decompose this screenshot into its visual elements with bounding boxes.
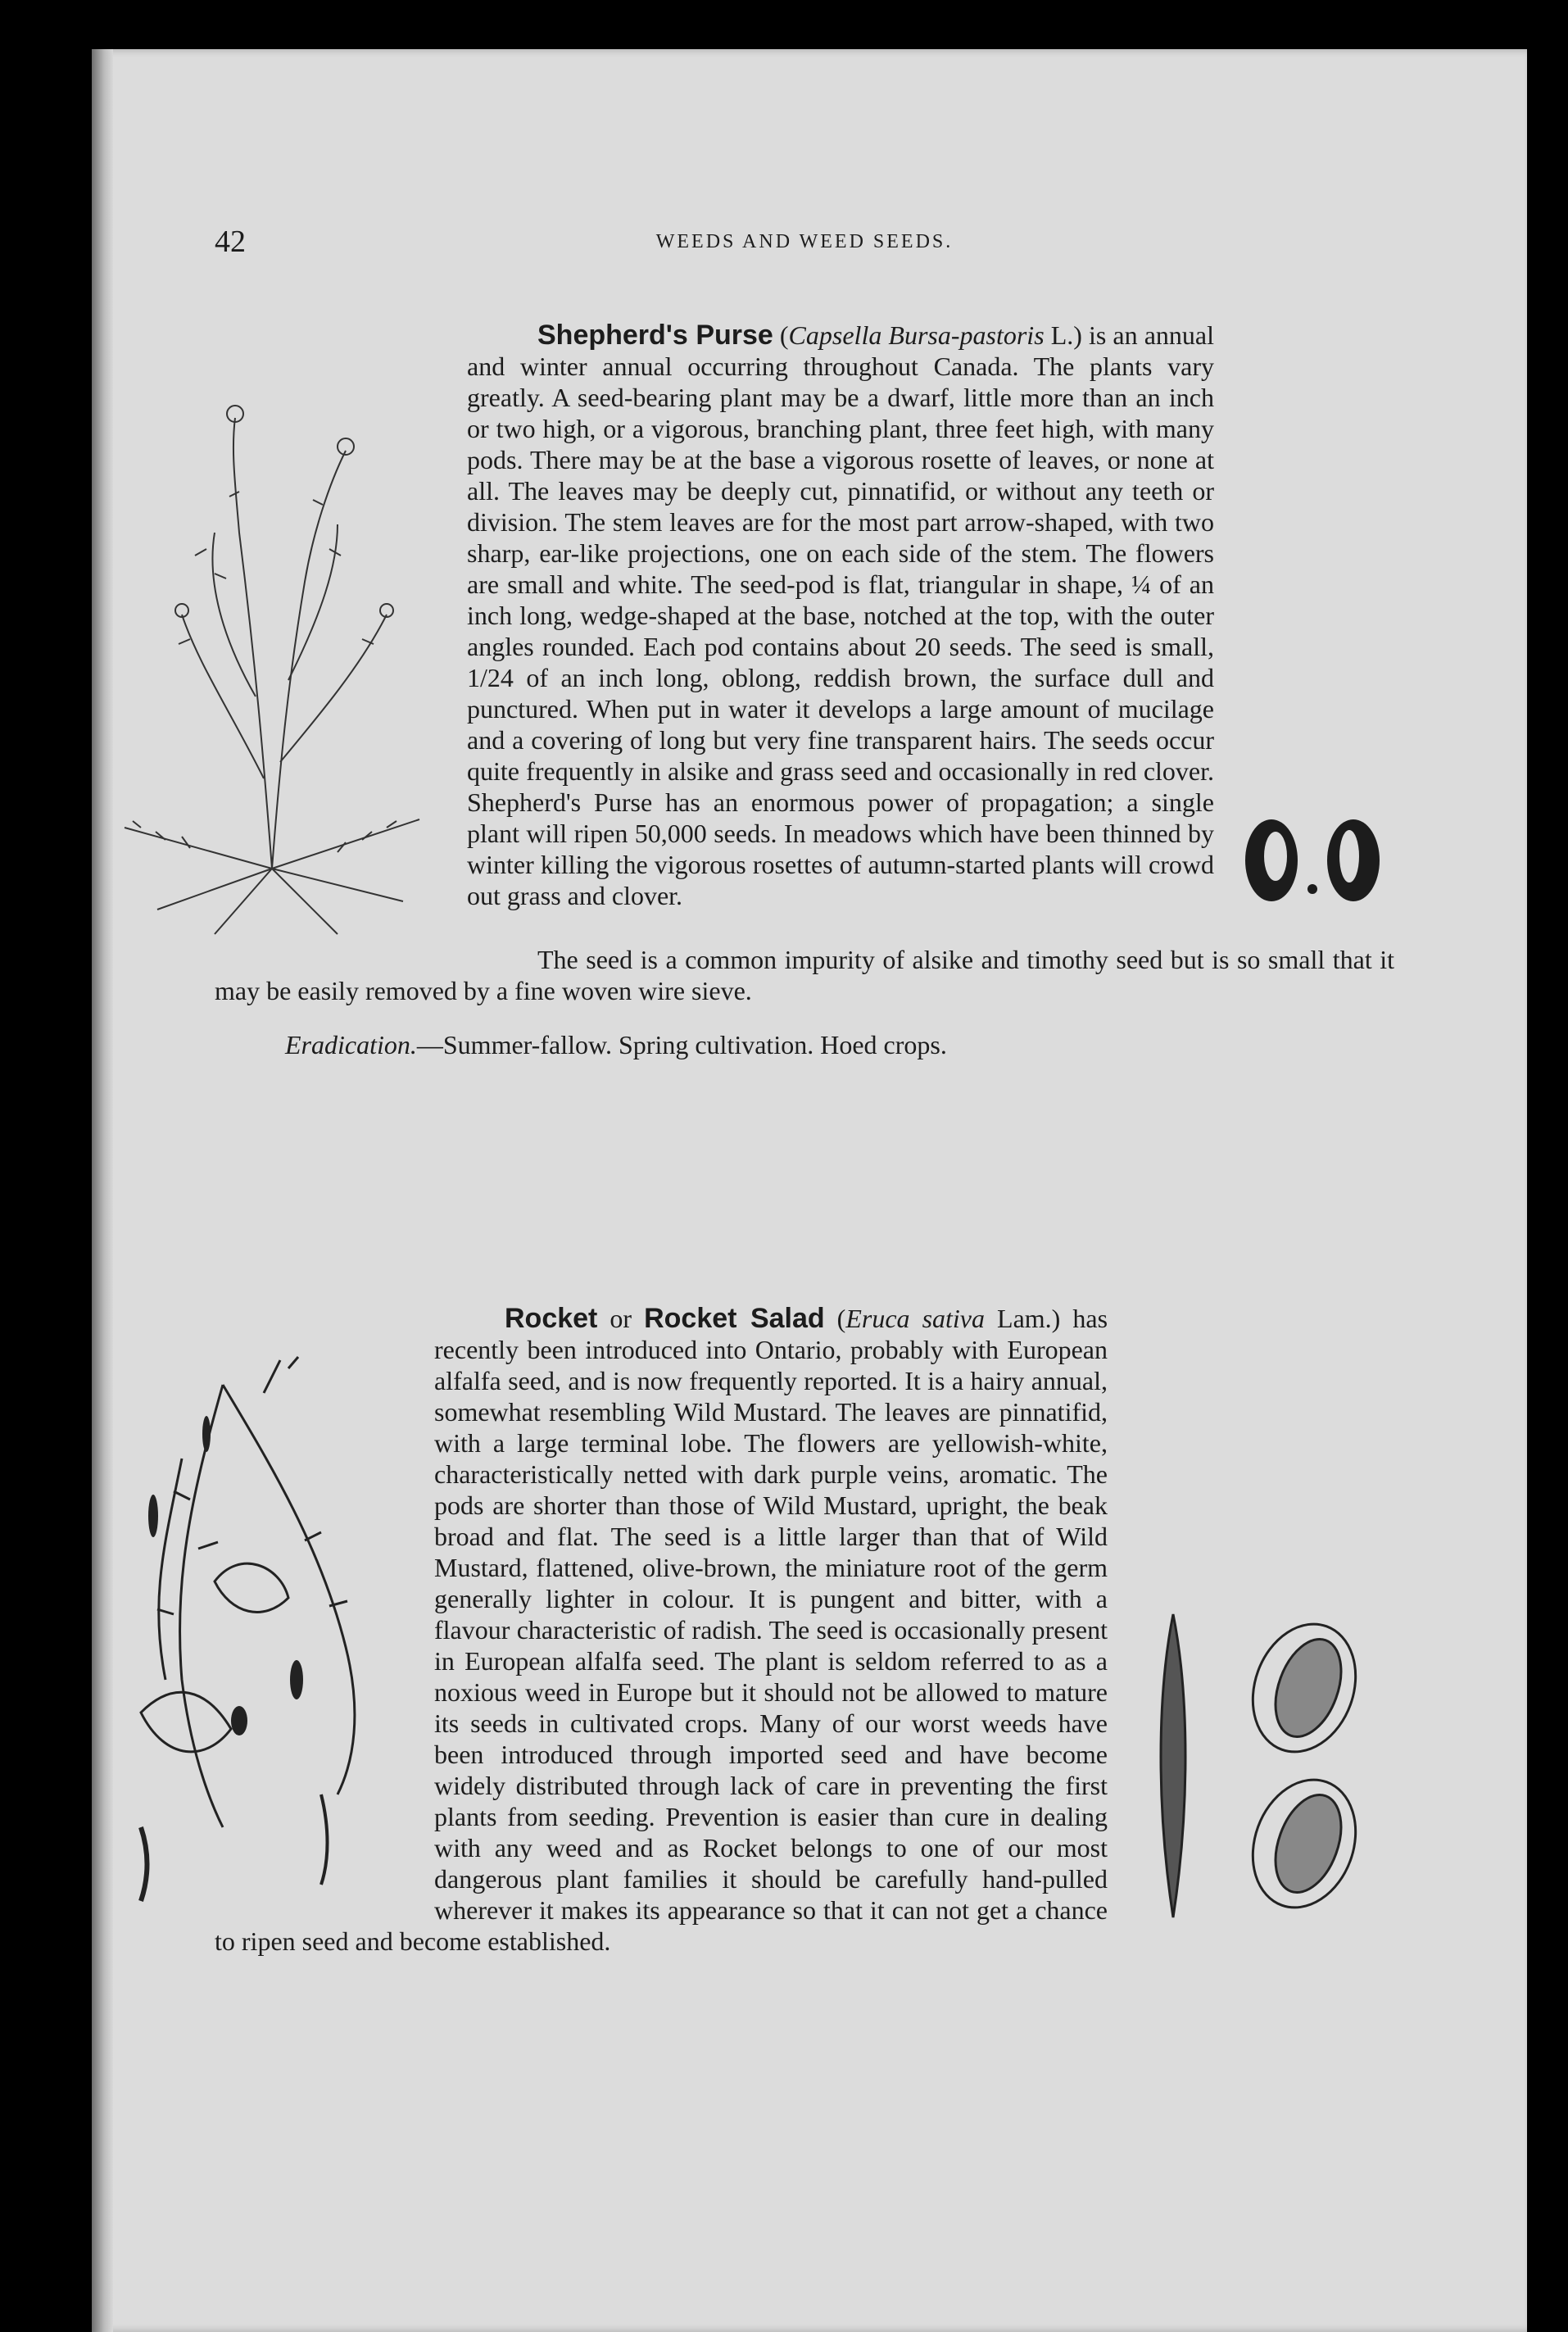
eradication-label: Eradication. bbox=[285, 1030, 417, 1059]
eradication-text: —Summer-fallow. Spring cultivation. Hoed crops. bbox=[416, 1030, 947, 1059]
rocket-connector: or bbox=[597, 1304, 645, 1333]
shepherds-purse-common-name: Shepherd's Purse bbox=[537, 320, 773, 351]
shepherds-purse-paragraph bbox=[215, 320, 1394, 911]
rocket-paragraph bbox=[215, 1303, 1394, 1957]
book-page bbox=[92, 49, 1527, 2332]
rocket-scientific-name: Eruca sativa bbox=[845, 1304, 986, 1333]
rocket-authority: Lam.) bbox=[985, 1304, 1061, 1333]
shepherds-purse-authority: L.) bbox=[1044, 320, 1082, 350]
shepherds-purse-seed-illustration bbox=[1230, 811, 1394, 910]
rocket-plant-illustration bbox=[92, 1336, 419, 1909]
shepherds-purse-description: is an annual and winter annual occurring throughout Canada. The plants vary greatly. A seed-bearing plant may be a dwarf, little more than an inch or two high, or a vigorous, branching plant, three feet high, with many pods. There may be at the base a vigorous rosette of leaves, or none at all. The leaves may be deeply cut, pinnatifid, or without any teeth or division. The stem leaves are for the most part arrow-shaped, with two sharp, ear-like projections, one on each side of the stem. The flowers are small and white. The seed-pod is flat, triangular in shape, ¼ of an inch long, wedge-shaped at the base, notched at the top, with the outer angles rounded. Each pod contains about 20 seeds. The seed is small, 1/24 of an inch long, oblong, reddish brown, the surface dull and punctured. When put in water it develops a large amount of mucilage and a covering of long but very fine transparent hairs. The seeds occur quite frequently in alsike and grass seed and occasionally in red clover. Shepherd's Purse has an enormous power of propagation; a single plant will ripen 50,000 seeds. In meadows which have been thinned by winter killing the vigorous rosettes of autumn-started plants will crowd out grass and clover. bbox=[467, 320, 1215, 910]
shepherds-purse-eradication bbox=[285, 1029, 1394, 1060]
shepherds-purse-paragraph-2: The seed is a common impurity of alsike and timothy seed but is so small that it may be easily removed by a fine woven wire sieve. bbox=[215, 945, 1394, 1005]
rocket-description: has recently been introduced into Ontario, probably with European alfalfa seed, and is now frequently reported. It is a hairy annual, somewhat resembling Wild Mustard. The leaves are pinnatifid, with a large terminal lobe. The flowers are yellowish-white, characteristically netted with dark purple veins, aromatic. The pods are shorter than those of Wild Mustard, upright, the beak broad and flat. The seed is a little larger than that of Wild Mustard, flattened, olive-brown, the miniature root of the germ generally lighter in colour. It is pungent and bitter, with a flavour characteristic of radish. The seed is occasionally present in European alfalfa seed. The plant is seldom referred to as a noxious weed in Europe but it should not be allowed to mature its seeds in cultivated crops. Many of our worst weeds have been introduced through imported seed and have become widely distributed through lack of care in preventing the first plants from seeding. Prevention is easier than cure in dealing with any weed and as Rocket belongs to one of our most dangerous plant families it should be carefully hand-pulled wherever it makes its appearance so that it can not get a chance to ripen seed and become established. bbox=[215, 1304, 1108, 1956]
running-head bbox=[215, 217, 1394, 266]
shepherds-purse-illustration bbox=[92, 369, 452, 942]
running-title: WEEDS AND WEED SEEDS. bbox=[655, 231, 954, 252]
shepherds-purse-paren: ( bbox=[779, 320, 789, 350]
rocket-common-name: Rocket bbox=[505, 1303, 598, 1334]
rocket-paren: ( bbox=[824, 1304, 846, 1333]
section-rocket bbox=[215, 1303, 1394, 1957]
shepherds-purse-scientific-name: Capsella Bursa-pastoris bbox=[788, 320, 1045, 350]
rocket-salad-common-name: Rocket Salad bbox=[644, 1303, 825, 1334]
page-number: 42 bbox=[215, 225, 246, 259]
rocket-pod-and-seed-illustration bbox=[1124, 1598, 1394, 1942]
section-shepherds-purse bbox=[215, 320, 1394, 1060]
